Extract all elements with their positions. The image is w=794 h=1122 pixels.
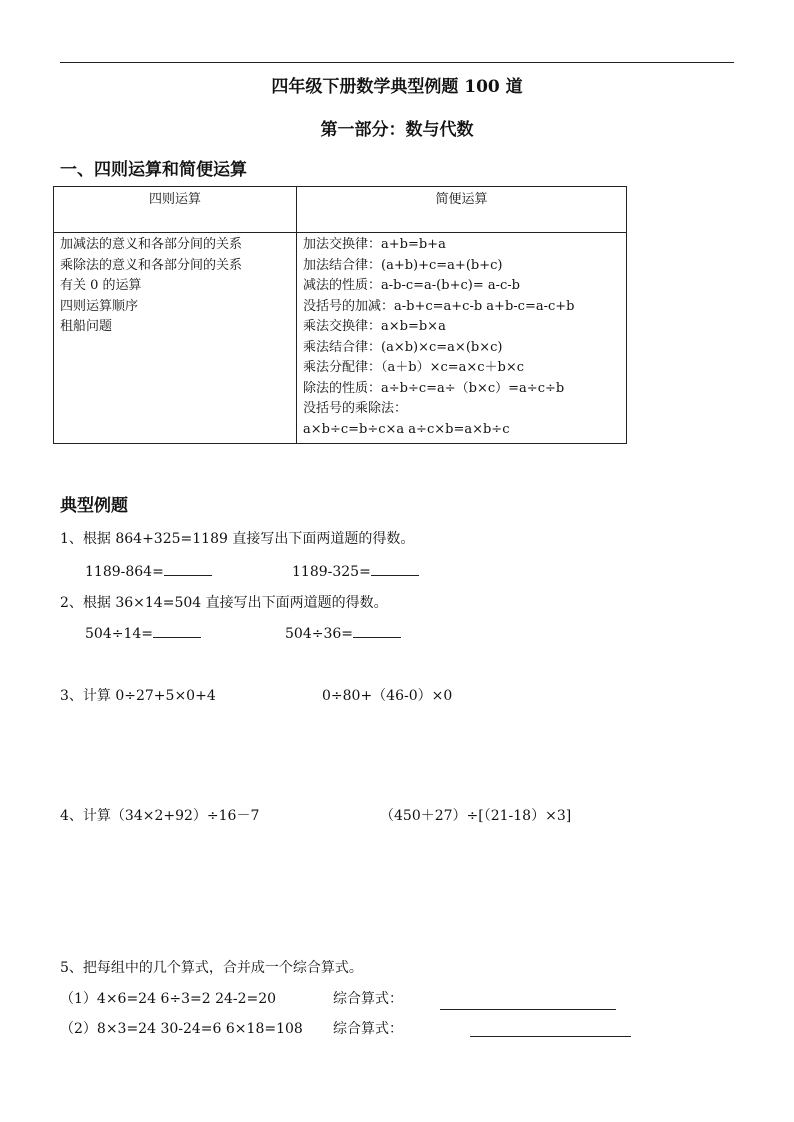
question-4a: 4、计算（34×2+92）÷16－7 (60, 808, 260, 824)
examples-heading: 典型例题 (60, 496, 128, 516)
question-2a (85, 625, 201, 642)
list-item: 租船问题 (60, 319, 113, 334)
question-1a (85, 563, 212, 580)
table-row (54, 233, 627, 444)
answer-line-2[interactable] (470, 1036, 631, 1037)
list-item: 乘法交换律：a×b=b×a (303, 319, 446, 334)
question-1-text: 1、根据 864+325=1189 直接写出下面两道题的得数。 (60, 531, 415, 547)
list-item: 乘除法的意义和各部分间的关系 (60, 257, 243, 273)
question-2b-expr: 504÷36= (285, 626, 353, 642)
question-1a-expr: 1189-864= (85, 564, 164, 580)
answer-line-1[interactable] (440, 1009, 616, 1010)
list-item: 乘法结合律：(a×b)×c=a×(b×c) (303, 339, 503, 355)
table-header-row (54, 187, 627, 233)
question-1b-expr: 1189-325= (292, 564, 371, 580)
question-5-row-2: （2）8×3=24 30-24=6 6×18=108 (60, 1021, 303, 1037)
list-item: 加法交换律：a+b=b+a (303, 237, 446, 252)
question-3b: 0÷80+（46-0）×0 (322, 688, 453, 704)
list-item: 减法的性质：a-b-c=a-(b+c)= a-c-b (303, 278, 520, 293)
answer-blank[interactable] (164, 563, 212, 576)
question-2b (285, 625, 401, 642)
combined-label-1: 综合算式： (333, 991, 403, 1007)
top-rule (60, 62, 734, 63)
list-item: a×b÷c=b÷c×a a÷c×b=a×b÷c (303, 421, 510, 437)
question-2-text: 2、根据 36×14=504 直接写出下面两道题的得数。 (60, 595, 388, 611)
list-item: 加减法的意义和各部分间的关系 (60, 237, 243, 252)
combined-label-2: 综合算式： (333, 1021, 403, 1037)
list-item: 四则运算顺序 (60, 298, 139, 314)
list-item: 除法的性质：a÷b÷c=a÷（b×c）=a÷c÷b (303, 380, 565, 396)
question-5-row-1: （1）4×6=24 6÷3=2 24-2=20 (60, 991, 277, 1007)
table-header-arithmetic: 四则运算 (54, 187, 297, 233)
arithmetic-topics-cell (54, 233, 297, 444)
list-item: 乘法分配律：（a＋b）×c=a×c＋b×c (303, 360, 525, 375)
list-item: 没括号的加减：a-b+c=a+c-b a+b-c=a-c+b (303, 298, 575, 314)
question-2a-expr: 504÷14= (85, 626, 153, 642)
section-heading: 一、四则运算和简便运算 (60, 160, 247, 180)
page-title: 四年级下册数学典型例题 100 道 (271, 77, 523, 97)
simplified-rules-cell (297, 233, 627, 444)
answer-blank[interactable] (353, 625, 401, 638)
table-header-simplified: 简便运算 (297, 187, 627, 233)
list-item: 有关 0 的运算 (60, 278, 142, 293)
question-1b (292, 563, 419, 580)
question-3a: 3、计算 0÷27+5×0+4 (60, 688, 216, 704)
question-4b: （450＋27）÷[（21-18）×3] (380, 808, 572, 824)
answer-blank[interactable] (371, 563, 419, 576)
answer-blank[interactable] (153, 625, 201, 638)
page-subtitle: 第一部分：数与代数 (320, 120, 474, 140)
question-5-text: 5、把每组中的几个算式，合并成一个综合算式。 (60, 960, 363, 976)
list-item: 加法结合律：(a+b)+c=a+(b+c) (303, 257, 503, 273)
list-item: 没括号的乘除法： (303, 401, 408, 416)
operations-table (53, 186, 627, 444)
